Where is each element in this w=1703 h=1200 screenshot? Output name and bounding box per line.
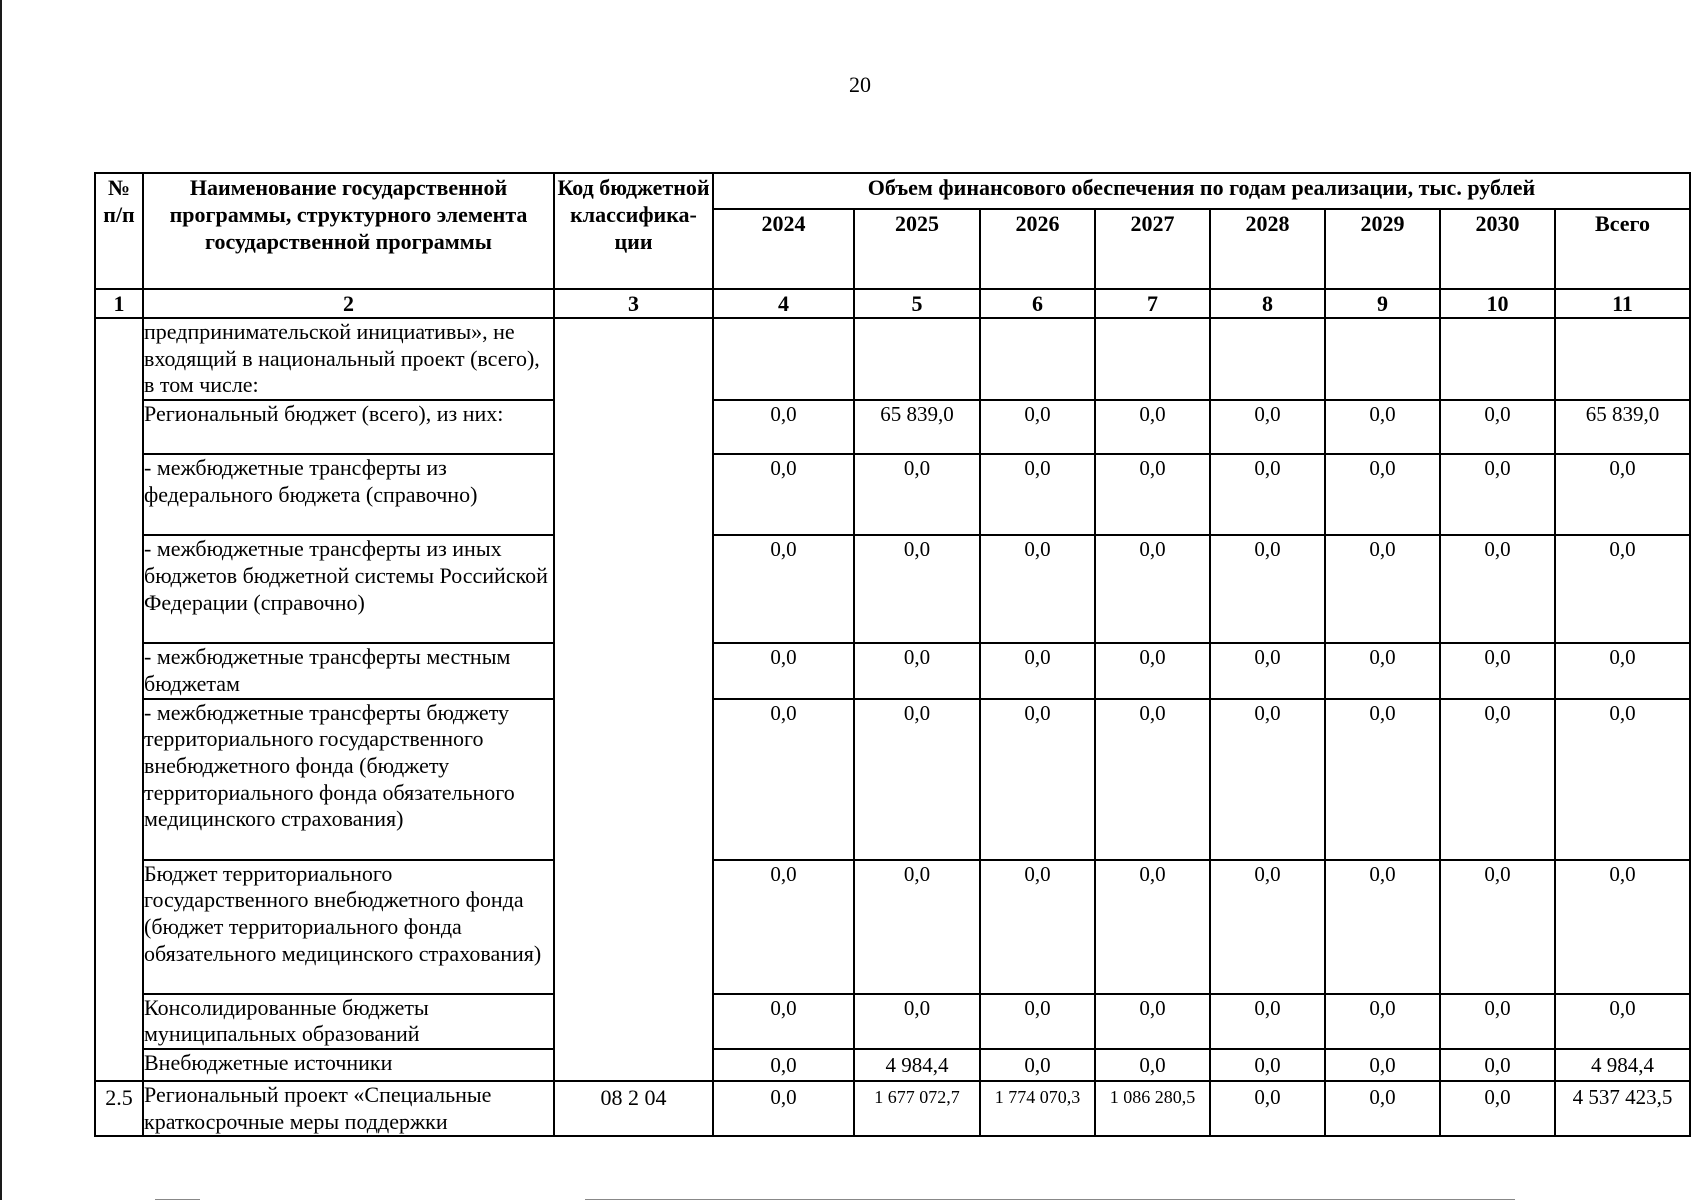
value-cell: 0,0 xyxy=(1440,454,1555,535)
column-number: 6 xyxy=(980,289,1095,318)
value-cell: 0,0 xyxy=(1095,1049,1210,1081)
value-cell: 0,0 xyxy=(713,860,854,994)
row-name: - межбюджетные трансферты из иных бюджетов бюджетной системы Российской Федерации (справочно) xyxy=(143,535,554,643)
header-year: 2028 xyxy=(1210,209,1325,289)
page-number: 20 xyxy=(849,72,871,97)
value-cell: 0,0 xyxy=(1325,699,1440,860)
header-year: 2025 xyxy=(854,209,980,289)
value-cell: 0,0 xyxy=(1210,994,1325,1049)
row-index-cell xyxy=(95,318,143,1081)
header-year: 2029 xyxy=(1325,209,1440,289)
value-cell xyxy=(1555,318,1690,400)
row-name: предпринимательской инициативы», не входящий в национальный проект (всего), в том числе: xyxy=(143,318,554,400)
value-cell: 0,0 xyxy=(980,400,1095,454)
value-cell: 65 839,0 xyxy=(1555,400,1690,454)
value-cell: 0,0 xyxy=(980,1049,1095,1081)
row-code-cell xyxy=(554,318,713,1081)
column-number: 8 xyxy=(1210,289,1325,318)
header-year: 2024 xyxy=(713,209,854,289)
value-cell: 0,0 xyxy=(980,454,1095,535)
value-cell: 4 537 423,5 xyxy=(1555,1081,1690,1136)
value-cell: 0,0 xyxy=(1210,643,1325,698)
value-cell: 0,0 xyxy=(980,860,1095,994)
value-cell: 0,0 xyxy=(1210,1081,1325,1136)
row-name: Внебюджетные источники xyxy=(143,1049,554,1081)
value-cell: 0,0 xyxy=(1095,400,1210,454)
value-cell: 0,0 xyxy=(1555,454,1690,535)
value-cell: 0,0 xyxy=(1440,994,1555,1049)
value-cell: 0,0 xyxy=(1210,454,1325,535)
value-cell: 0,0 xyxy=(980,643,1095,698)
column-number: 2 xyxy=(143,289,554,318)
value-cell xyxy=(1325,318,1440,400)
value-cell: 0,0 xyxy=(1555,643,1690,698)
value-cell: 1 677 072,7 xyxy=(854,1081,980,1136)
row-index: 2.5 xyxy=(95,1081,143,1136)
value-cell: 0,0 xyxy=(713,994,854,1049)
value-cell: 0,0 xyxy=(1095,454,1210,535)
value-cell: 0,0 xyxy=(1440,643,1555,698)
value-cell: 0,0 xyxy=(854,994,980,1049)
value-cell: 4 984,4 xyxy=(1555,1049,1690,1081)
value-cell: 0,0 xyxy=(1440,1081,1555,1136)
table-row xyxy=(95,860,1690,994)
table-row xyxy=(95,535,1690,643)
column-number: 11 xyxy=(1555,289,1690,318)
table-row xyxy=(95,643,1690,698)
value-cell: 0,0 xyxy=(1325,535,1440,643)
column-number: 9 xyxy=(1325,289,1440,318)
row-code: 08 2 04 xyxy=(554,1081,713,1136)
row-name: - межбюджетные трансферты местным бюджетам xyxy=(143,643,554,698)
value-cell: 0,0 xyxy=(1210,400,1325,454)
value-cell: 0,0 xyxy=(980,994,1095,1049)
value-cell: 0,0 xyxy=(1325,454,1440,535)
value-cell: 0,0 xyxy=(854,535,980,643)
column-number: 4 xyxy=(713,289,854,318)
header-total: Всего xyxy=(1555,209,1690,289)
value-cell: 0,0 xyxy=(713,643,854,698)
value-cell: 0,0 xyxy=(1095,643,1210,698)
column-number: 1 xyxy=(95,289,143,318)
header-year: 2026 xyxy=(980,209,1095,289)
header-row-number: № п/п xyxy=(95,173,143,289)
value-cell: 0,0 xyxy=(1555,994,1690,1049)
value-cell: 0,0 xyxy=(1325,1081,1440,1136)
value-cell: 0,0 xyxy=(1095,535,1210,643)
value-cell: 0,0 xyxy=(713,1081,854,1136)
value-cell: 0,0 xyxy=(1210,1049,1325,1081)
value-cell: 1 086 280,5 xyxy=(1095,1081,1210,1136)
value-cell: 0,0 xyxy=(713,454,854,535)
table-row xyxy=(95,400,1690,454)
value-cell: 0,0 xyxy=(1325,860,1440,994)
table-row xyxy=(95,454,1690,535)
value-cell: 0,0 xyxy=(713,699,854,860)
column-number-row xyxy=(95,289,1690,318)
value-cell xyxy=(713,318,854,400)
column-number: 5 xyxy=(854,289,980,318)
value-cell: 0,0 xyxy=(980,699,1095,860)
row-name: Консолидированные бюджеты муниципальных образований xyxy=(143,994,554,1049)
value-cell: 0,0 xyxy=(854,454,980,535)
value-cell: 0,0 xyxy=(713,535,854,643)
value-cell: 0,0 xyxy=(1210,860,1325,994)
value-cell: 0,0 xyxy=(1210,535,1325,643)
value-cell: 0,0 xyxy=(1555,699,1690,860)
table-row xyxy=(95,699,1690,860)
value-cell: 0,0 xyxy=(1095,994,1210,1049)
value-cell: 0,0 xyxy=(1325,1049,1440,1081)
header-year: 2030 xyxy=(1440,209,1555,289)
row-name: Бюджет территориального государственного внебюджетного фонда (бюджет территориального фонда обязательного медицинского страхования) xyxy=(143,860,554,994)
row-name: - межбюджетные трансферты бюджету территориального государственного внебюджетного фонда (бюджету территориального фонда обязательного медицинского страхования) xyxy=(143,699,554,860)
value-cell: 0,0 xyxy=(1325,994,1440,1049)
table-row xyxy=(95,994,1690,1049)
header-budget-code: Код бюджетной классифика-ции xyxy=(554,173,713,289)
value-cell: 0,0 xyxy=(854,860,980,994)
column-number: 10 xyxy=(1440,289,1555,318)
value-cell: 0,0 xyxy=(854,643,980,698)
value-cell xyxy=(1095,318,1210,400)
row-name: Региональный бюджет (всего), из них: xyxy=(143,400,554,454)
value-cell xyxy=(1210,318,1325,400)
value-cell: 0,0 xyxy=(1555,860,1690,994)
value-cell: 0,0 xyxy=(1440,400,1555,454)
value-cell: 0,0 xyxy=(1095,699,1210,860)
column-number: 7 xyxy=(1095,289,1210,318)
value-cell: 0,0 xyxy=(1210,699,1325,860)
value-cell: 0,0 xyxy=(980,535,1095,643)
value-cell: 0,0 xyxy=(854,699,980,860)
table-row xyxy=(95,1081,1690,1136)
table-row xyxy=(95,1049,1690,1081)
value-cell: 0,0 xyxy=(1325,400,1440,454)
value-cell xyxy=(1440,318,1555,400)
financing-table xyxy=(94,172,1691,1137)
value-cell: 0,0 xyxy=(1440,1049,1555,1081)
column-number: 3 xyxy=(554,289,713,318)
value-cell: 0,0 xyxy=(1440,699,1555,860)
row-name: Региональный проект «Специальные краткосрочные меры поддержки xyxy=(143,1081,554,1136)
value-cell: 65 839,0 xyxy=(854,400,980,454)
header-financing-group: Объем финансового обеспечения по годам реализации, тыс. рублей xyxy=(713,173,1690,209)
value-cell: 4 984,4 xyxy=(854,1049,980,1081)
header-program-name: Наименование государственной программы, структурного элемента государственной программы xyxy=(143,173,554,289)
table-row xyxy=(95,318,1690,400)
value-cell: 0,0 xyxy=(713,1049,854,1081)
header-year: 2027 xyxy=(1095,209,1210,289)
value-cell: 0,0 xyxy=(1440,860,1555,994)
value-cell: 0,0 xyxy=(1095,860,1210,994)
row-name: - межбюджетные трансферты из федерального бюджета (справочно) xyxy=(143,454,554,535)
page-edge-line xyxy=(0,0,2,1200)
value-cell: 0,0 xyxy=(1440,535,1555,643)
value-cell: 0,0 xyxy=(713,400,854,454)
value-cell: 0,0 xyxy=(1555,535,1690,643)
value-cell: 0,0 xyxy=(1325,643,1440,698)
value-cell: 1 774 070,3 xyxy=(980,1081,1095,1136)
value-cell xyxy=(854,318,980,400)
value-cell xyxy=(980,318,1095,400)
